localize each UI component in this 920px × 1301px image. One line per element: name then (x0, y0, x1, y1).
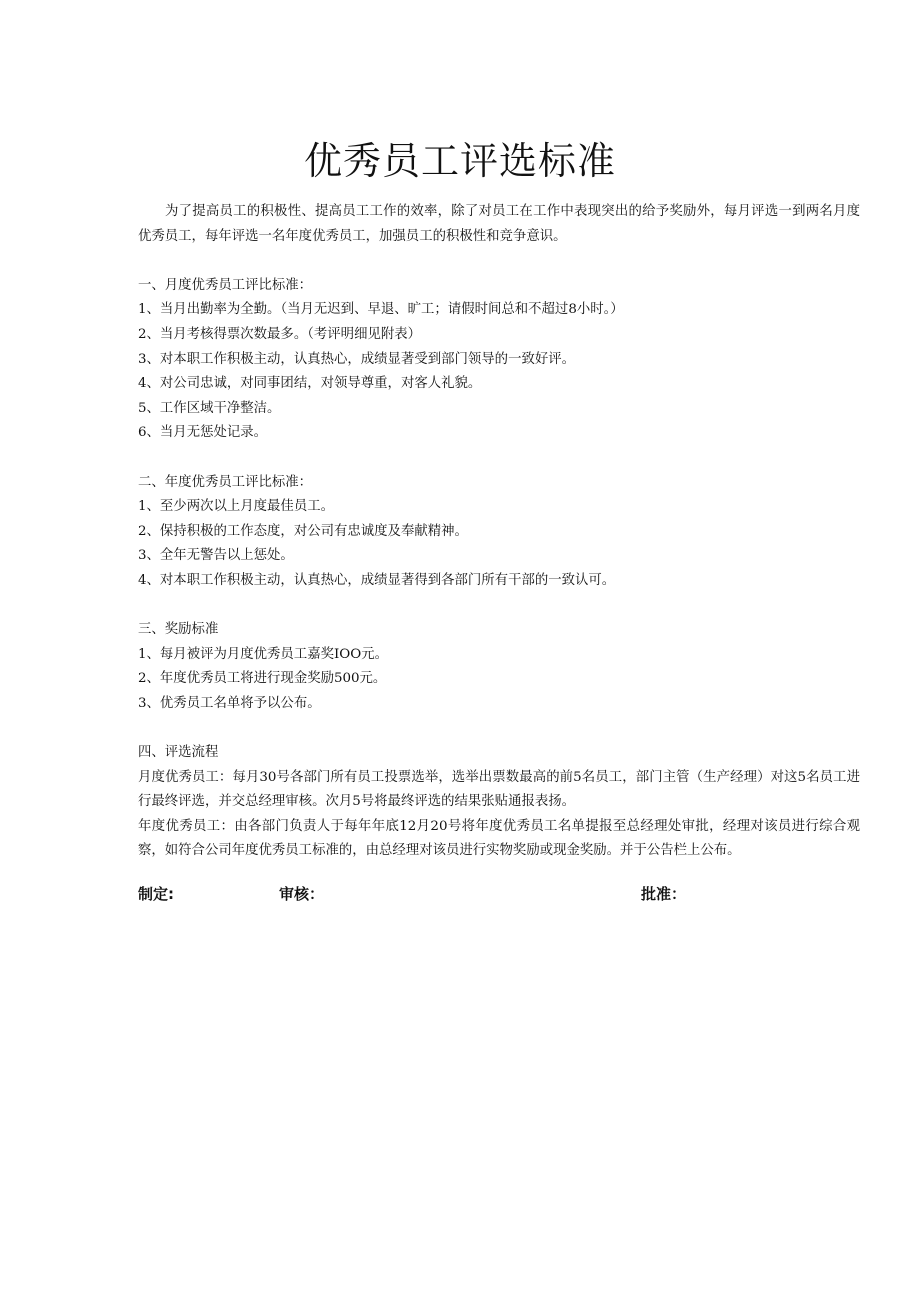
annual-process-paragraph: 年度优秀员工：由各部门负责人于每年年底12月20号将年度优秀员工名单提报至总经理处审批，经理对该员进行综合观察，如符合公司年度优秀员工标准的，由总经理对该员进行实物奖励或现金奖励。并于公告栏上公布。 (138, 818, 860, 859)
intro-paragraph: 为了提高员工的积极性、提高员工工作的效率，除了对员工在工作中表现突出的给予奖励外，每月评选一到两名月度优秀员工，每年评选一名年度优秀员工，加强员工的积极性和竞争意识。 (138, 204, 860, 244)
list-item: 3、对本职工作积极主动，认真热心，成绩显著受到部门领导的一致好评。 (138, 351, 576, 367)
section-annual-criteria (138, 471, 860, 594)
section-reward-standard (138, 618, 860, 716)
list-item: 4、对公司忠诚，对同事团结，对领导尊重，对客人礼貌。 (138, 376, 482, 392)
signature-approve-label: 批准： (641, 885, 687, 903)
section-selection-process (138, 741, 860, 864)
document-title: 优秀员工评选标准 (303, 139, 616, 183)
list-item: 1、当月出勤率为全勤。（当月无迟到、早退、旷工；请假时间总和不超过8小时。） (138, 302, 624, 318)
list-item: 3、全年无警告以上惩处。 (138, 548, 294, 564)
spacer (138, 716, 860, 741)
signature-review-label: 审核： (279, 885, 325, 903)
signature-make-label: 制定: (138, 885, 174, 903)
list-item: 4、对本职工作积极主动，认真热心，成绩显著得到各部门所有干部的一致认可。 (138, 572, 616, 588)
signature-row (138, 883, 860, 909)
section-heading: 二、年度优秀员工评比标准： (138, 474, 313, 490)
section-heading: 一、月度优秀员工评比标准： (138, 277, 313, 293)
list-item: 5、工作区域干净整洁。 (138, 400, 281, 416)
section-heading: 三、奖励标准 (138, 622, 219, 638)
section-heading: 四、评选流程 (138, 745, 219, 761)
list-item: 2、当月考核得票次数最多。（考评明细见附表） (138, 326, 422, 342)
list-item: 6、当月无惩处记录。 (138, 425, 268, 441)
list-item: 2、年度优秀员工将进行现金奖励500元。 (138, 671, 387, 687)
section-monthly-criteria (138, 274, 860, 446)
list-item: 3、优秀员工名单将予以公布。 (138, 695, 321, 711)
spacer (138, 446, 860, 471)
spacer (138, 594, 860, 619)
monthly-process-paragraph: 月度优秀员工：每月30号各部门所有员工投票选举，选举出票数最高的前5名员工，部门主管（生产经理）对这5名员工进行最终评选，并交总经理审核。次月5号将最终评选的结果张贴通报表扬。 (138, 769, 860, 810)
list-item: 1、每月被评为月度优秀员工嘉奖IOO元。 (138, 646, 389, 662)
spacer (138, 249, 860, 274)
list-item: 2、保持积极的工作态度，对公司有忠诚度及奉献精神。 (138, 523, 468, 539)
document-body (138, 200, 860, 864)
list-item: 1、至少两次以上月度最佳员工。 (138, 499, 334, 515)
